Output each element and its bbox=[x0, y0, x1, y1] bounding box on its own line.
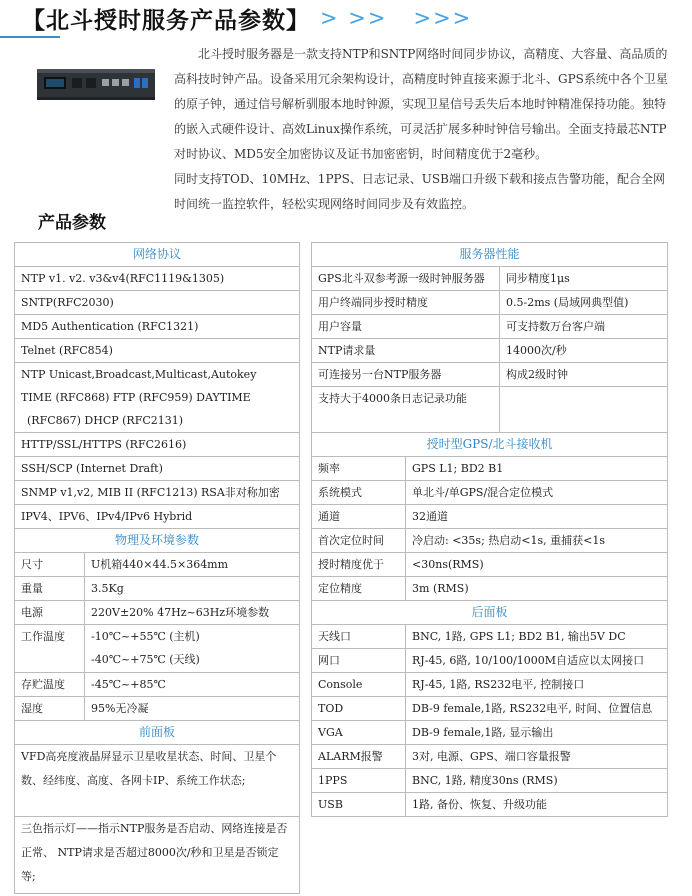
env-temp-host: -10℃~+55℃ (主机) bbox=[91, 630, 200, 643]
net-protocol-item: HTTP/SSL/HTTPS (RFC2616) bbox=[15, 433, 300, 457]
net-protocol-line: (RFC867) DHCP (RFC2131) bbox=[27, 414, 184, 427]
gps-spec-label: 授时精度优于 bbox=[312, 553, 406, 577]
server-spec-label: 可连接另一台NTP服务器 bbox=[312, 363, 500, 387]
rear-spec-value: RJ-45, 1路, RS232电平, 控制接口 bbox=[406, 673, 668, 697]
server-spec-label: 用户终端同步授时精度 bbox=[312, 291, 500, 315]
net-protocol-line: NTP Unicast,Broadcast,Multicast,Autokey bbox=[21, 368, 257, 381]
env-temp-antenna: -40℃~+75℃ (天线) bbox=[91, 653, 200, 666]
gps-spec-label: 频率 bbox=[312, 457, 406, 481]
gps-spec-label: 通道 bbox=[312, 505, 406, 529]
rear-spec-value: BNC, 1路, 精度30ns (RMS) bbox=[406, 769, 668, 793]
rear-spec-value: DB-9 female,1路, RS232电平, 时间、位置信息 bbox=[406, 697, 668, 721]
server-spec-label: NTP请求量 bbox=[312, 339, 500, 363]
spec-table bbox=[14, 242, 668, 894]
rear-spec-label: 天线口 bbox=[312, 625, 406, 649]
gps-spec-value: <30ns(RMS) bbox=[406, 553, 668, 577]
net-protocol-item: MD5 Authentication (RFC1321) bbox=[15, 315, 300, 339]
page-header bbox=[22, 0, 472, 36]
front-panel-display: VFD高亮度液晶屏显示卫星收星状态、时间、卫星个数、经纬度、高度、各网卡IP、系统工作状态; bbox=[15, 745, 300, 817]
env-spec-label: 重量 bbox=[15, 577, 85, 601]
title-underline bbox=[0, 36, 60, 38]
net-protocol-item: SSH/SCP (Internet Draft) bbox=[15, 457, 300, 481]
env-spec-label: 电源 bbox=[15, 601, 85, 625]
gps-receiver-header: 授时型GPS/北斗接收机 bbox=[312, 433, 668, 457]
description-paragraph-1: 北斗授时服务器是一款支持NTP和SNTP网络时间同步协议，高精度、大容量、高品质的高科技时钟产品。设备采用冗余架构设计，高精度时钟直接来源于北斗、GPS系统中各个卫星的原子钟，通过信号解析驯服本地时钟源，实现卫星信号丢失后本地时钟精准保持功能。独特的嵌入式硬件设计、高效Linux操作系统，可灵活扩展多种时钟信号输出。全面支持最芯NTP对时协议、MD5安全加密协议及证书加密密钥，时间精度优于2毫秒。 bbox=[174, 47, 668, 161]
page-title: 【北斗授时服务产品参数】 bbox=[22, 7, 310, 34]
product-description bbox=[174, 42, 674, 217]
front-panel-indicator: 三色指示灯——指示NTP服务是否启动、网络连接是否正常、 NTP请求是否超过8000次/秒和卫星是否锁定等; bbox=[15, 817, 300, 894]
env-spec-label: 尺寸 bbox=[15, 553, 85, 577]
server-spec-label: 用户容量 bbox=[312, 315, 500, 339]
env-spec-value bbox=[85, 625, 300, 673]
net-protocol-item: NTP v1. v2. v3&v4(RFC1119&1305) bbox=[15, 267, 300, 291]
env-spec-value: 3.5Kg bbox=[85, 577, 300, 601]
rear-spec-value: DB-9 female,1路, 显示输出 bbox=[406, 721, 668, 745]
server-spec-value: 构成2级时钟 bbox=[500, 363, 668, 387]
server-spec-label: GPS北斗双参考源一级时钟服务器 bbox=[312, 267, 500, 291]
server-spec-value: 14000次/秒 bbox=[500, 339, 668, 363]
server-performance-header: 服务器性能 bbox=[312, 243, 668, 267]
rear-spec-label: ALARM报警 bbox=[312, 745, 406, 769]
rear-spec-value: RJ-45, 6路, 10/100/1000M自适应以太网接口 bbox=[406, 649, 668, 673]
env-spec-label: 湿度 bbox=[15, 697, 85, 721]
gps-spec-value: GPS L1; BD2 B1 bbox=[406, 457, 668, 481]
env-spec-value: 220V±20% 47Hz~63Hz环境参数 bbox=[85, 601, 300, 625]
gps-spec-value: 3m (RMS) bbox=[406, 577, 668, 601]
gps-spec-label: 系统模式 bbox=[312, 481, 406, 505]
server-spec-label: 支持大于4000条日志记录功能 bbox=[312, 387, 500, 433]
env-spec-value: 95%无冷凝 bbox=[85, 697, 300, 721]
server-spec-value: 可支持数万台客户端 bbox=[500, 315, 668, 339]
net-protocol-item: SNTP(RFC2030) bbox=[15, 291, 300, 315]
net-protocol-item: IPV4、IPV6、IPv4/IPv6 Hybrid bbox=[15, 505, 300, 529]
net-protocol-item: SNMP v1,v2, MIB II (RFC1213) RSA非对称加密 bbox=[15, 481, 300, 505]
server-spec-value: 0.5-2ms (局域网典型值) bbox=[500, 291, 668, 315]
rear-spec-label: USB bbox=[312, 793, 406, 817]
rear-spec-label: TOD bbox=[312, 697, 406, 721]
env-spec-value: U机箱440×44.5×364mm bbox=[85, 553, 300, 577]
rear-panel-header: 后面板 bbox=[312, 601, 668, 625]
environment-header: 物理及环境参数 bbox=[15, 529, 300, 553]
env-spec-label: 工作温度 bbox=[15, 625, 85, 673]
rear-spec-value: BNC, 1路, GPS L1; BD2 B1, 输出5V DC bbox=[406, 625, 668, 649]
section-title: 产品参数 bbox=[38, 213, 106, 233]
rear-spec-label: 网口 bbox=[312, 649, 406, 673]
gps-spec-value: 冷启动: <35s; 热启动<1s, 重捕获<1s bbox=[406, 529, 668, 553]
env-spec-value: -45℃~+85℃ bbox=[85, 673, 300, 697]
rear-spec-label: VGA bbox=[312, 721, 406, 745]
rear-spec-value: 3对, 电源、GPS、端口容量报警 bbox=[406, 745, 668, 769]
network-protocol-header: 网络协议 bbox=[15, 243, 300, 267]
title-arrows-decoration: > >> >>> bbox=[320, 6, 473, 30]
gps-spec-label: 定位精度 bbox=[312, 577, 406, 601]
server-spec-value: 同步精度1μs bbox=[500, 267, 668, 291]
env-spec-label: 存贮温度 bbox=[15, 673, 85, 697]
rear-spec-label: Console bbox=[312, 673, 406, 697]
rear-spec-value: 1路, 备份、恢复、升级功能 bbox=[406, 793, 668, 817]
description-paragraph-2: 同时支持TOD、10MHz、1PPS、日志记录、USB端口升级下载和接点告警功能，配合全网时间统一监控软件，轻松实现网络时间同步及有效监控。 bbox=[174, 172, 665, 211]
gps-spec-value: 单北斗/单GPS/混合定位模式 bbox=[406, 481, 668, 505]
front-panel-header: 前面板 bbox=[15, 721, 300, 745]
gps-spec-value: 32通道 bbox=[406, 505, 668, 529]
rear-spec-label: 1PPS bbox=[312, 769, 406, 793]
net-protocol-line: TIME (RFC868) FTP (RFC959) DAYTIME bbox=[21, 391, 251, 404]
gps-spec-label: 首次定位时间 bbox=[312, 529, 406, 553]
net-protocol-item bbox=[15, 363, 300, 433]
product-image bbox=[36, 63, 156, 105]
net-protocol-item: Telnet (RFC854) bbox=[15, 339, 300, 363]
